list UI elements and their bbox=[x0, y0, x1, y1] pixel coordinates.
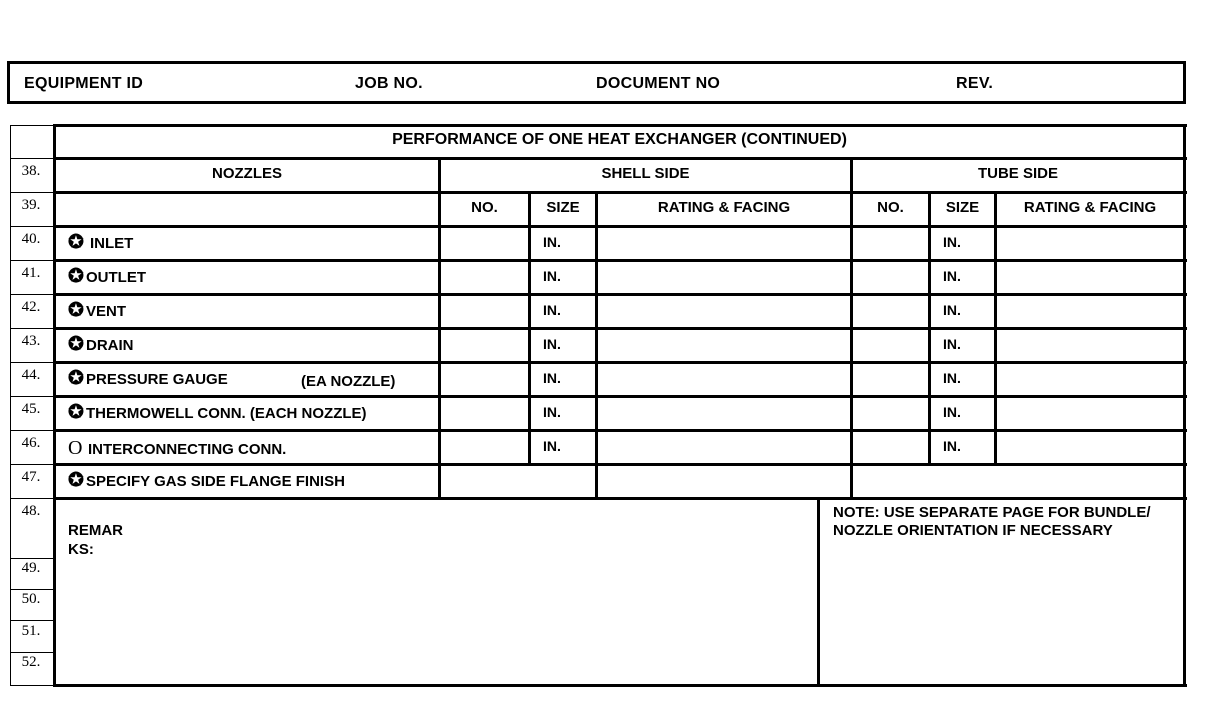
row-line bbox=[53, 429, 1187, 432]
table-right-border bbox=[1183, 124, 1186, 687]
job-no-label: JOB NO. bbox=[355, 75, 423, 92]
row-number: 43. bbox=[21, 333, 41, 349]
document-no-label: DOCUMENT NO bbox=[596, 75, 721, 92]
row-line bbox=[53, 395, 1187, 398]
tube-size-unit: IN. bbox=[943, 336, 961, 352]
row-line bbox=[53, 157, 1187, 160]
table-top-border bbox=[53, 124, 1187, 127]
rownum-top-border bbox=[10, 125, 54, 126]
row-number: 46. bbox=[21, 435, 41, 451]
row-number: 45. bbox=[21, 401, 41, 417]
rownum-sep bbox=[10, 498, 54, 499]
note-line1: NOTE: USE SEPARATE PAGE FOR BUNDLE/ bbox=[833, 504, 1151, 521]
row-number: 47. bbox=[21, 469, 41, 485]
rownum-sep bbox=[10, 558, 54, 559]
nozzle-label: PRESSURE GAUGE bbox=[86, 371, 228, 388]
rownum-sep bbox=[10, 226, 54, 227]
row-number: 39. bbox=[21, 197, 41, 213]
rownum-sep bbox=[10, 158, 54, 159]
tube-rating-header: RATING & FACING bbox=[1023, 199, 1157, 216]
nozzle-row-interconnecting bbox=[68, 437, 287, 459]
remarks-label-line1: REMAR bbox=[68, 522, 123, 539]
shell-size-unit: IN. bbox=[543, 336, 561, 352]
row-line bbox=[53, 327, 1187, 330]
star-circle-icon: ✪ bbox=[68, 334, 84, 355]
tube-size-unit: IN. bbox=[943, 302, 961, 318]
flange-finish-label: SPECIFY GAS SIDE FLANGE FINISH bbox=[86, 473, 345, 490]
row-number: 42. bbox=[21, 299, 41, 315]
nozzle-row-drain bbox=[68, 334, 134, 355]
row-line bbox=[53, 191, 1187, 194]
shell-size-unit: IN. bbox=[543, 268, 561, 284]
row-line bbox=[53, 497, 1187, 500]
nozzle-row-thermowell bbox=[68, 402, 367, 423]
row-line bbox=[53, 225, 1187, 228]
nozzle-row-vent bbox=[68, 300, 127, 321]
shell-size-unit: IN. bbox=[543, 234, 561, 250]
equipment-id-label: EQUIPMENT ID bbox=[24, 75, 144, 92]
rownum-sep bbox=[10, 430, 54, 431]
flange-finish-row bbox=[68, 470, 345, 491]
open-circle-icon: O bbox=[68, 437, 83, 459]
header-box bbox=[7, 61, 1186, 104]
row-line bbox=[53, 259, 1187, 262]
rownum-sep bbox=[10, 652, 54, 653]
shell-no-header: NO. bbox=[471, 199, 498, 216]
table-left-border bbox=[53, 124, 56, 687]
nozzle-label: THERMOWELL CONN. (EACH NOZZLE) bbox=[86, 405, 367, 422]
nozzle-label: OUTLET bbox=[86, 269, 146, 286]
tube-size-header: SIZE bbox=[945, 199, 980, 216]
star-circle-icon: ✪ bbox=[68, 300, 84, 321]
row-line bbox=[53, 361, 1187, 364]
row-number: 51. bbox=[21, 623, 41, 639]
nozzle-label: DRAIN bbox=[86, 337, 134, 354]
rownum-bottom-border bbox=[10, 685, 54, 686]
shell-size-unit: IN. bbox=[543, 302, 561, 318]
col-line-tube-no bbox=[928, 191, 931, 466]
rownum-sep bbox=[10, 328, 54, 329]
shell-size-header: SIZE bbox=[546, 199, 580, 216]
col-line-remarks-note bbox=[817, 497, 820, 687]
star-circle-icon: ✪ bbox=[68, 402, 84, 423]
nozzle-label: INLET bbox=[90, 235, 134, 252]
row-number: 44. bbox=[21, 367, 41, 383]
nozzle-label: INTERCONNECTING CONN. bbox=[88, 441, 287, 458]
tube-size-unit: IN. bbox=[943, 234, 961, 250]
rownum-sep bbox=[10, 620, 54, 621]
tube-side-header: TUBE SIDE bbox=[977, 165, 1058, 182]
shell-size-unit: IN. bbox=[543, 438, 561, 454]
row-number: 49. bbox=[21, 560, 41, 576]
tube-size-unit: IN. bbox=[943, 370, 961, 386]
star-circle-icon: ✪ bbox=[68, 266, 84, 287]
col-line-shell-size bbox=[595, 191, 598, 500]
nozzle-row-inlet bbox=[68, 232, 134, 253]
rownum-sep bbox=[10, 294, 54, 295]
row-number: 52. bbox=[21, 654, 41, 670]
row-number: 40. bbox=[21, 231, 41, 247]
shell-side-header: SHELL SIDE bbox=[601, 165, 690, 182]
tube-no-header: NO. bbox=[877, 199, 904, 216]
remarks-label-line2: KS: bbox=[68, 541, 94, 558]
star-circle-icon: ✪ bbox=[68, 470, 84, 491]
row-number: 38. bbox=[21, 163, 41, 179]
col-line-tube-size bbox=[994, 191, 997, 466]
shell-rating-header: RATING & FACING bbox=[657, 199, 791, 216]
tube-size-unit: IN. bbox=[943, 438, 961, 454]
rownum-sep bbox=[10, 589, 54, 590]
table-title: PERFORMANCE OF ONE HEAT EXCHANGER (CONTINUED) bbox=[392, 131, 847, 148]
note-line2: NOZZLE ORIENTATION IF NECESSARY bbox=[833, 522, 1113, 539]
tube-size-unit: IN. bbox=[943, 404, 961, 420]
rownum-sep bbox=[10, 260, 54, 261]
table-bottom-border bbox=[53, 684, 1187, 687]
row-number: 41. bbox=[21, 265, 41, 281]
row-line bbox=[53, 463, 1187, 466]
rownum-sep bbox=[10, 464, 54, 465]
nozzles-header: NOZZLES bbox=[212, 165, 282, 182]
rownum-sep bbox=[10, 192, 54, 193]
col-line-shell-no bbox=[528, 191, 531, 466]
rownum-sep bbox=[10, 362, 54, 363]
star-circle-icon: ✪ bbox=[68, 232, 84, 253]
row-number: 48. bbox=[21, 503, 41, 519]
nozzle-label: VENT bbox=[86, 303, 127, 320]
nozzle-row-pressure-gauge bbox=[68, 368, 228, 389]
rev-label: REV. bbox=[956, 75, 994, 92]
rownum-sep bbox=[10, 396, 54, 397]
tube-size-unit: IN. bbox=[943, 268, 961, 284]
star-circle-icon: ✪ bbox=[68, 368, 84, 389]
row-line bbox=[53, 293, 1187, 296]
shell-size-unit: IN. bbox=[543, 370, 561, 386]
nozzle-row-extra: (EA NOZZLE) bbox=[301, 373, 396, 390]
row-number: 50. bbox=[21, 591, 41, 607]
nozzle-row-outlet bbox=[68, 266, 146, 287]
shell-size-unit: IN. bbox=[543, 404, 561, 420]
